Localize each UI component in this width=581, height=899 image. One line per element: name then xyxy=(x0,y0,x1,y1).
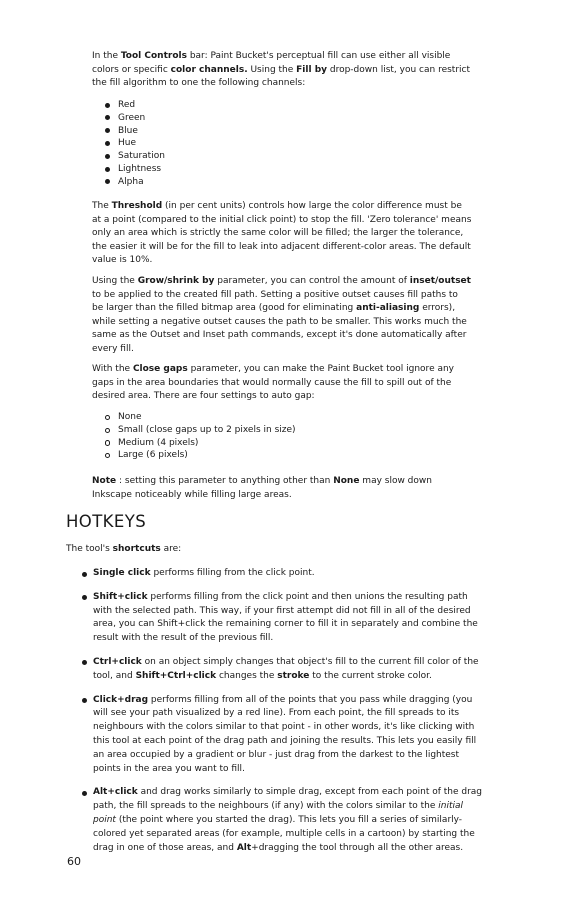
hotkey-description xyxy=(93,591,486,646)
hotkey-item xyxy=(66,694,486,777)
bullet-icon xyxy=(105,179,110,184)
bullet-icon xyxy=(105,115,110,120)
text-run: : setting this parameter to anything other than xyxy=(116,476,334,486)
text-run: bar: Paint Bucket's perceptual fill can use either all visible colors or specific xyxy=(92,51,451,75)
text-run: parameter, you can control the amount of xyxy=(214,276,410,286)
channel-label: Blue xyxy=(118,125,138,136)
gaps-paragraph xyxy=(92,363,472,404)
term-close-gaps: Close gaps xyxy=(132,364,188,374)
term-threshold: Threshold xyxy=(111,201,163,211)
list-item xyxy=(92,125,472,138)
text-run: (the point where you started the drag). This lets you fill a series of similarly-colored yet separated areas (for example, multiple cells in a cartoon) by starting the drag in one of those areas, and xyxy=(93,814,475,853)
list-item xyxy=(92,137,472,150)
gap-option-label: Large (6 pixels) xyxy=(118,450,188,461)
hotkey-name: Single click xyxy=(93,568,151,578)
text-run: to the current stroke color. xyxy=(309,670,432,681)
hotkey-name: Ctrl+click xyxy=(93,656,142,667)
term-grow-shrink: Grow/shrink by xyxy=(137,276,215,286)
threshold-paragraph xyxy=(92,200,472,268)
list-item xyxy=(92,150,472,163)
bullet-icon xyxy=(82,791,87,796)
hotkey-item xyxy=(66,656,486,684)
hotkeys-heading-wrap xyxy=(66,512,486,531)
channel-label: Hue xyxy=(118,138,137,149)
list-item xyxy=(92,163,472,176)
grow-paragraph xyxy=(92,275,472,357)
bullet-icon xyxy=(82,595,87,600)
bullet-icon xyxy=(105,167,110,172)
hotkey-description xyxy=(93,694,486,777)
text-run: changes the xyxy=(216,670,278,681)
note-section xyxy=(92,475,472,502)
channels-section xyxy=(92,99,472,189)
gap-options-section xyxy=(92,411,472,462)
list-item xyxy=(92,99,472,112)
hotkey-description xyxy=(93,656,486,684)
bullet-icon xyxy=(105,128,110,133)
text-run: are: xyxy=(160,544,182,554)
text-run: +dragging the tool through all the other areas. xyxy=(251,842,464,853)
text-run: on an object simply changes that object's fill to the current fill color of the tool, and xyxy=(93,656,479,681)
text-run: Using the xyxy=(92,276,138,286)
text-run: In the xyxy=(92,51,121,61)
text-run: Using the xyxy=(247,64,297,75)
bullet-icon xyxy=(105,154,110,159)
text-run: errors), while setting a negative outset causes the path to be smaller. This works much the same as the Outset and Inset path commands, except it's done automatically after every fill. xyxy=(92,303,467,354)
term-shortcuts: shortcuts xyxy=(112,544,161,554)
text-run: performs filling from the click point and then unions the resulting path with the selected path. This way, if your first attempt did not fill in all of the desired area, you can Shift+click the remaining corner to fill it in separately and combine the result with the result of the previous fill. xyxy=(93,591,478,644)
gap-option-label: Medium (4 pixels) xyxy=(118,437,199,448)
list-item xyxy=(92,411,472,424)
text-run: to be applied to the created fill path. Setting a positive outset causes fill paths to be larger than the filled bitmap area (good for eliminating xyxy=(92,289,458,314)
text-run: and drag works similarly to simple drag, except from each point of the drag path, the fill spreads to the neighbours (if any) with the colors similar to the xyxy=(93,787,483,812)
bullet-icon xyxy=(105,428,110,433)
term-none: None xyxy=(333,476,360,486)
text-run: The tool's xyxy=(66,544,113,554)
page-number: 60 xyxy=(67,855,81,868)
text-run: may slow down Inkscape noticeably while filling large areas. xyxy=(92,476,432,500)
section-heading: HOTKEYS xyxy=(66,512,147,531)
bullet-icon xyxy=(82,698,87,703)
hotkey-name: Click+drag xyxy=(93,694,149,705)
bullet-icon xyxy=(82,660,87,665)
hotkeys-section xyxy=(66,567,486,855)
term-note: Note xyxy=(92,476,117,486)
bullet-icon xyxy=(105,141,110,146)
shortcuts-intro xyxy=(66,543,486,557)
text-run: performs filling from the click point. xyxy=(150,568,315,578)
hotkey-name: Alt+click xyxy=(93,787,138,798)
shortcuts-intro-section xyxy=(66,543,486,557)
list-item xyxy=(92,424,472,437)
bullet-icon xyxy=(82,572,87,577)
hotkey-description xyxy=(93,567,486,581)
gap-option-label: Small (close gaps up to 2 pixels in size) xyxy=(118,424,296,435)
channel-label: Red xyxy=(118,100,136,110)
term-fill-by: Fill by xyxy=(296,64,328,75)
channel-label: Lightness xyxy=(118,163,162,174)
channel-label: Saturation xyxy=(118,151,165,162)
term-stroke: stroke xyxy=(277,670,310,681)
hotkey-name: Shift+Ctrl+click xyxy=(135,670,217,681)
term-inset-outset: inset/outset xyxy=(409,276,471,286)
list-item xyxy=(92,176,472,189)
note-paragraph xyxy=(92,475,472,502)
list-item xyxy=(92,112,472,125)
hotkey-name: Alt xyxy=(236,842,252,853)
text-run: With the xyxy=(92,364,133,374)
bullet-icon xyxy=(105,415,110,420)
channels-list xyxy=(92,99,472,189)
gap-option-label: None xyxy=(118,412,142,422)
bullet-icon xyxy=(105,440,110,445)
gap-options-list xyxy=(92,411,472,462)
text-run: drop-down list, you can restrict the fill algorithm to one the following channels: xyxy=(92,64,471,89)
intro-paragraph xyxy=(92,50,472,91)
hotkey-item xyxy=(66,786,486,855)
channel-label: Green xyxy=(118,112,146,123)
hotkeys-list xyxy=(66,567,486,855)
bullet-icon xyxy=(105,453,110,458)
text-run: The xyxy=(92,201,112,211)
hotkey-name: Shift+click xyxy=(93,591,148,602)
list-item xyxy=(92,437,472,450)
text-run: performs filling from all of the points that you pass while dragging (you will see your path visualized by a red line). From each point, the fill spreads to its neighbours with the colors similar to that point - in other words, it's like clicking with this tool at each point of the drag path and joining the results. This lets you easily fill an area occupied by a gradient or blur - just drag from the darkest to the lightest points in the area you want to fill. xyxy=(93,694,477,774)
list-item xyxy=(92,449,472,462)
hotkey-item xyxy=(66,567,486,581)
term-initial-point: initial point xyxy=(93,801,463,825)
grow-section xyxy=(92,275,472,357)
hotkey-item xyxy=(66,591,486,646)
threshold-section xyxy=(92,200,472,268)
term-color-channels: color channels. xyxy=(170,64,248,75)
gaps-section xyxy=(92,363,472,404)
text-run: parameter, you can make the Paint Bucket tool ignore any gaps in the area boundaries that would normally cause the fill to spill out of the desired area. There are four settings to auto gap: xyxy=(92,364,455,402)
intro-section xyxy=(92,50,472,91)
term-anti-aliasing: anti-aliasing xyxy=(356,303,420,314)
bullet-icon xyxy=(105,103,110,108)
hotkey-description xyxy=(93,786,486,855)
text-run: (in per cent units) controls how large the color difference must be at a point (compared to the initial click point) to stop the fill. 'Zero tolerance' means only an area which is strictly the same color will be filled; the larger the tolerance, the easier it will be for the fill to leak into adjacent different-color areas. The default value is 10%. xyxy=(92,201,472,266)
term-tool-controls: Tool Controls xyxy=(120,51,187,61)
channel-label: Alpha xyxy=(118,176,144,187)
